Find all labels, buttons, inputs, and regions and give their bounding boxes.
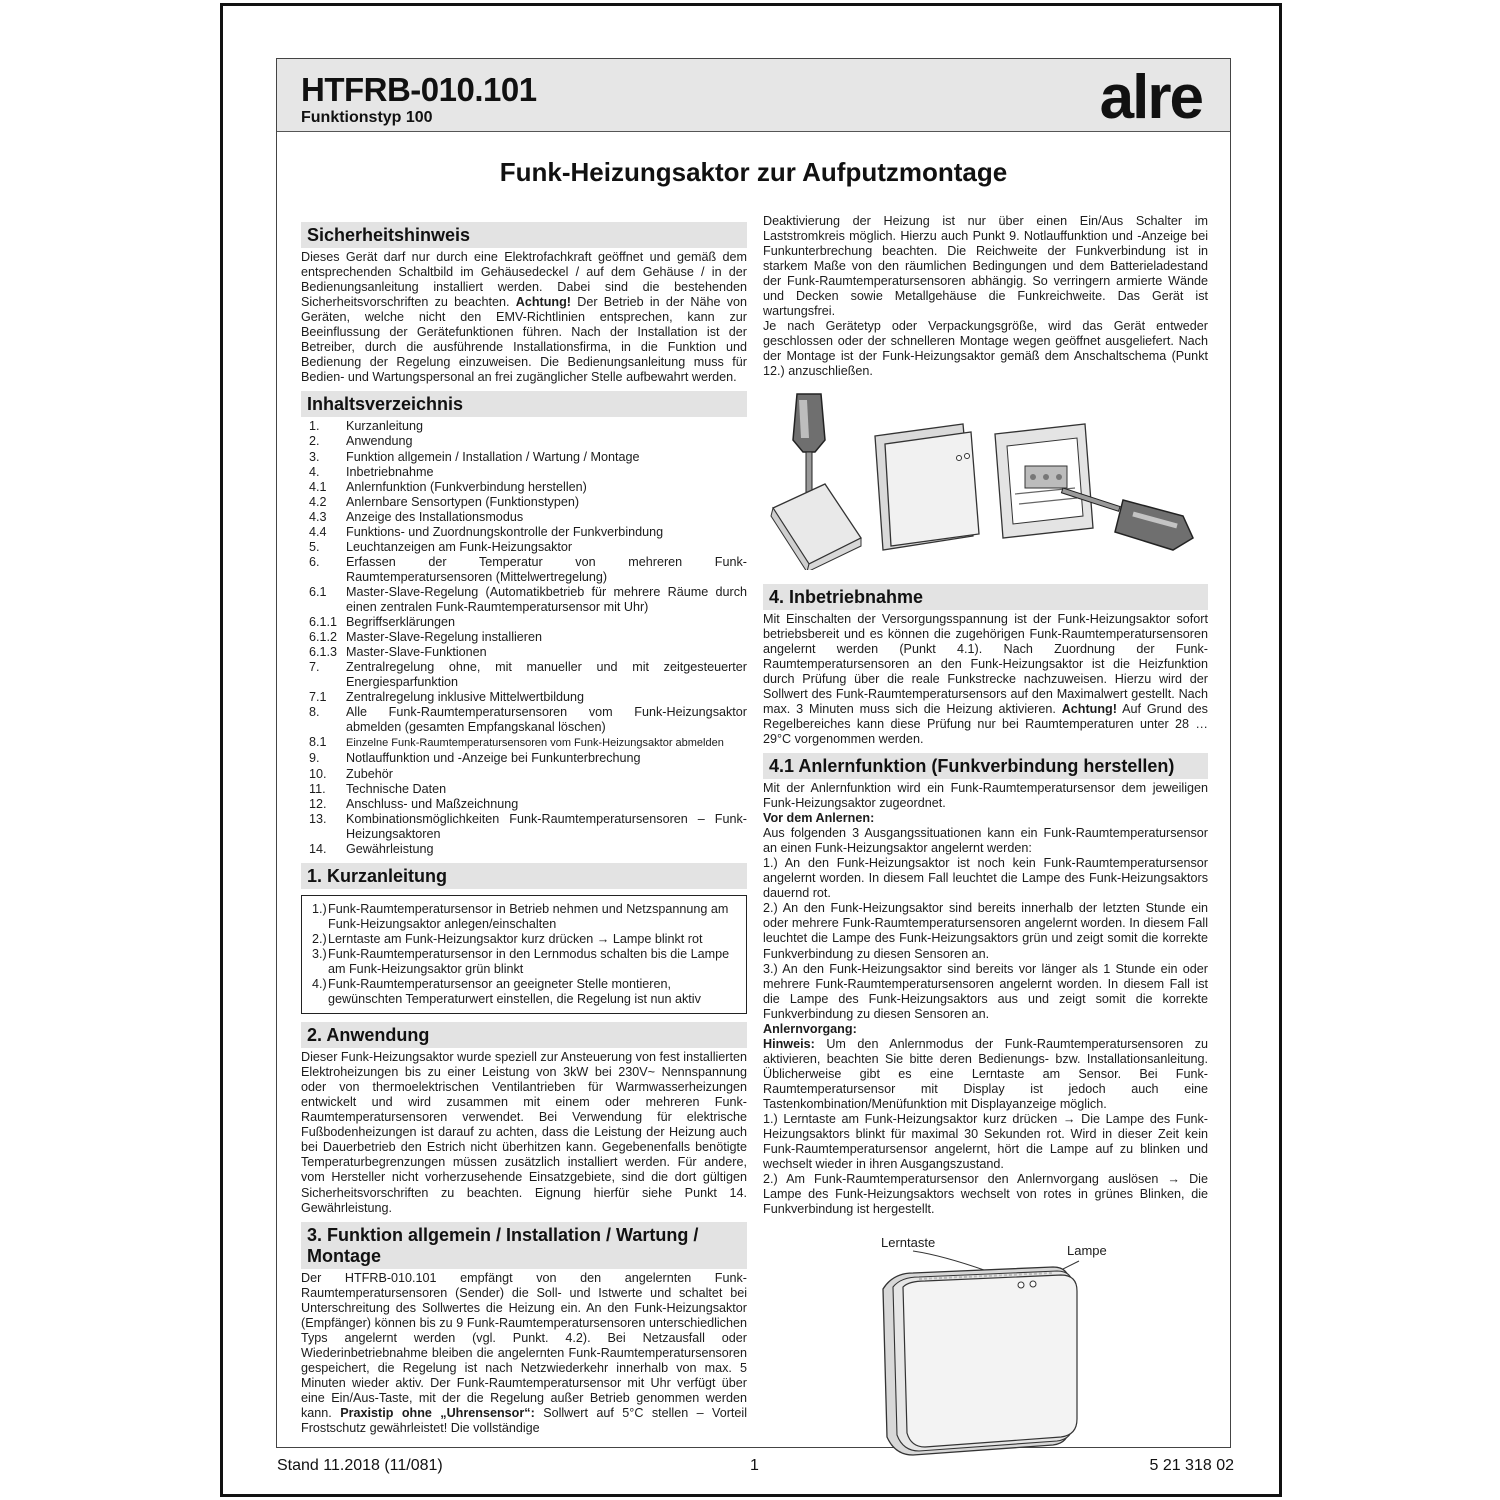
- page-title: Funk-Heizungsaktor zur Aufputzmontage: [499, 157, 1008, 187]
- device-closed-icon: [771, 484, 861, 570]
- toc-item: 7.1 Zentralregelung inklusive Mittelwertbildung: [309, 690, 585, 705]
- left-column: [301, 222, 747, 1436]
- led-icon: [1030, 1281, 1036, 1287]
- toc-item: 13. Kombinationsmöglichkeiten Funk-Raumtemperatursensoren – Funk-Heizungsaktoren: [309, 811, 747, 841]
- toc-item: 6.1 Master-Slave-Regelung (Automatikbetrieb für mehrere Räume durch einen zentralen Funk-Raumtemperatursensor mit Uhr): [309, 584, 747, 614]
- funktion-delivery-text: Je nach Gerätetyp oder Verpackungsgröße, wird das Gerät entweder geschlossen oder der schnelleren Montage wegen geöffnet ausgeliefert. Nach der Montage ist der Funk-Heizungsaktor gemäß dem Anschaltschema (Punkt 12.) anzuschließen.: [763, 319, 1208, 379]
- anlern-process-label: Anlernvorgang:: [763, 1021, 857, 1036]
- toc-heading: Inhaltsverzeichnis: [301, 391, 747, 417]
- anlern-step-1: 1.) Lerntaste am Funk-Heizungsaktor kurz drücken → Die Lampe des Funk- Heizungsaktors blinkt für maximal 30 Sekunden rot. Wird in dieser Zeit kein Funk-Raumtemperatursensor angelernt, hört die Lampe auf zu blinken und wechselt wieder in ihren Ausgangszustand.: [763, 1112, 1208, 1172]
- safety-text: Dieses Gerät darf nur durch eine Elektrofachkraft geöffnet und gemäß dem entsprechenden Schaltbild im Gehäusedeckel / auf dem Gehäuse / in der Bedienungsanleitung installiert werden. Dabei sind die bestehenden Sicherheitsvorschriften zu beachten. Achtung! Der Betrieb in der Nähe von Geräten, welche nicht den EMV-Richtlinien entsprechen, kann zur Beeinflussung der Gerätefunktionen führen. Nach der Installation ist der Betreiber, durch die ausführende Installationsfirma, in die Funktion und Bedienung der Regelung einzuweisen. Die Bedienungsanleitung muss für Bedien- und Wartungspersonal an frei zugänglicher Stelle aufbewahrt werden.: [301, 250, 747, 385]
- lerntaste-button-icon: [1018, 1282, 1024, 1288]
- kurzanleitung-step: 3.) Funk-Raumtemperatursensor in den Lernmodus schalten bis die Lampe am Funk-Heizungsaktor grün blinkt: [312, 946, 730, 976]
- toc-item: 9. Notlauffunktion und -Anzeige bei Funkunterbrechung: [309, 751, 641, 766]
- toc-item: 6.1.3 Master-Slave-Funktionen: [309, 645, 487, 660]
- anwendung-heading: 2. Anwendung: [301, 1022, 747, 1048]
- toc-item: 1. Kurzanleitung: [309, 419, 424, 434]
- device-illustration: [763, 1227, 1208, 1467]
- toc-item: 8. Alle Funk-Raumtemperatursensoren vom Funk-Heizungsaktor abmelden (gesamten Empfangskanal löschen): [309, 705, 747, 735]
- footer-article-number: 5 21 318 02: [1149, 1457, 1234, 1474]
- toc-item: 4. Inbetriebnahme: [309, 464, 434, 479]
- device-wiring-icon: [995, 424, 1093, 538]
- kurzanleitung-step: 2.) Lerntaste am Funk-Heizungsaktor kurz drücken → Lampe blinkt rot: [312, 931, 703, 946]
- device-open-icon: [875, 424, 979, 550]
- toc-list: [301, 419, 747, 856]
- anlern-before-text: Aus folgenden 3 Ausgangssituationen kann ein Funk-Raumtemperatursensor an einen Funk-Heizungsaktor angelernt werden:: [763, 826, 1208, 856]
- anlern-case-1: 1.) An den Funk-Heizungsaktor ist noch kein Funk-Raumtemperatursensor angelernt worden. In diesem Fall leuchtet die Lampe des Funk-Heizungsaktors dauernd rot.: [763, 856, 1208, 901]
- installation-illustration: [763, 388, 1208, 570]
- toc-item: 7. Zentralregelung ohne, mit manueller und mit zeitgesteuerter Energiesparfunktion: [309, 660, 747, 690]
- anlern-case-3: 3.) An den Funk-Heizungsaktor sind bereits vor länger als 1 Stunde ein oder mehrere Funk-Raumtemperatursensoren angelernt worden. In diesem Fall ist die Lampe des Funk-Heizungsaktors aus und zeigt somit die korrekte Funkverbindung zu diesen Sensoren an.: [763, 961, 1208, 1021]
- label-lerntaste: Lerntaste: [881, 1235, 936, 1251]
- toc-item: 6. Erfassen der Temperatur von mehreren Funk-Raumtemperatursensoren (Mittelwertregelung): [309, 554, 747, 584]
- right-column: [763, 214, 1208, 1471]
- toc-item: 6.1.1 Begriffserklärungen: [309, 615, 455, 630]
- funktion-heading: 3. Funktion allgemein / Installation / Wartung / Montage: [301, 1222, 747, 1269]
- brand-logo: alre: [1099, 63, 1202, 132]
- doc-type: Funktionstyp 100: [301, 109, 433, 126]
- safety-heading: Sicherheitshinweis: [301, 222, 747, 248]
- toc-item: 3. Funktion allgemein / Installation / Wartung / Montage: [309, 449, 640, 464]
- toc-item: 11. Technische Daten: [309, 781, 447, 796]
- document-frame: [276, 58, 1234, 1474]
- kurzanleitung-box: [301, 895, 747, 1014]
- doc-code: HTFRB-010.101: [301, 71, 537, 108]
- toc-item: 8.1 Einzelne Funk-Raumtemperatursensoren vom Funk-Heizungsaktor abmelden: [309, 735, 724, 750]
- document-header: [277, 59, 1230, 132]
- toc-item: 6.1.2 Master-Slave-Regelung installieren: [309, 630, 542, 645]
- toc-item: 10. Zubehör: [309, 766, 393, 781]
- anlern-case-2: 2.) An den Funk-Heizungsaktor sind bereits innerhalb der letzten Stunde ein oder mehrere Funk-Raumtemperatursensoren angelernt worden. In diesem Fall leuchtet die Lampe des Funk-Heizungsaktors grün und zeigt somit die korrekte Funkverbindung zu diesen Sensoren an.: [763, 901, 1208, 961]
- device-icon: [883, 1267, 1077, 1455]
- anlern-step-2: 2.) Am Funk-Raumtemperatursensor den Anlernvorgang auslösen → Die Lampe des Funk-Heizungsaktors wechselt von rotes in grünes Blinken, die Funkverbindung ist hergestellt.: [763, 1172, 1208, 1217]
- kurzanleitung-step: 4.) Funk-Raumtemperatursensor an geeigneter Stelle montieren, gewünschten Temperaturwert einstellen, die Regelung ist nun aktiv: [312, 977, 701, 1007]
- label-lampe: Lampe: [1067, 1243, 1107, 1259]
- kurzanleitung-heading: 1. Kurzanleitung: [301, 863, 747, 889]
- toc-item: 4.1 Anlernfunktion (Funkverbindung herstellen): [309, 479, 587, 494]
- toc-item: 5. Leuchtanzeigen am Funk-Heizungsaktor: [309, 539, 573, 554]
- anlern-intro: Mit der Anlernfunktion wird ein Funk-Raumtemperatursensor dem jeweiligen Funk-Heizungsaktor zugeordnet.: [763, 780, 1208, 811]
- footer-page-number: 1: [750, 1457, 759, 1474]
- kurzanleitung-step: 1.) Funk-Raumtemperatursensor in Betrieb nehmen und Netzspannung am Funk-Heizungsaktor anlegen/einschalten: [312, 901, 729, 931]
- document-sheet: [220, 3, 1282, 1497]
- toc-item: 12. Anschluss- und Maßzeichnung: [309, 796, 519, 811]
- toc-item: 14. Gewährleistung: [309, 841, 434, 856]
- anlern-hint: Hinweis: Um den Anlernmodus der Funk-Raumtemperatursensoren zu aktivieren, beachten Sie bitte deren Bedienungs- bzw. Installationsanleitung. Üblicherweise gibt es eine Lerntaste am Sensor. Bei Funk-Raumtemperatursensor mit Display ist jedoch auch eine Tastenkombination/Menüfunktion mit Displayanzeige möglich.: [763, 1036, 1209, 1111]
- anwendung-text: Dieser Funk-Heizungsaktor wurde speziell zur Ansteuerung von fest installierten Elektroheizungen bis zu einer Leistung von 3kW bei 230V~ Nennspannung oder von thermoelektrischen Ventilantrieben für Warmwasserheizungen entwickelt und wird zusammen mit einem oder mehreren Funk-Raumtemperatursensoren verwendet. Bei Verwendung für elektrische Fußbodenheizungen ist darauf zu achten, dass die Leistung der Heizung auch bei Dauerbetrieb den Estrich nicht überhitzen kann. Gegebenenfalls benötigte Temperaturbegrenzungen müssen zusätzlich installiert werden. Für andere, vom Hersteller nicht vorherzusehende Einsatzgebiete, sind die dort gültigen Sicherheitsvorschriften zu beachten. Eignung hierfür siehe Punkt 14. Gewährleistung.: [301, 1050, 747, 1215]
- anlern-before-label: Vor dem Anlernen:: [763, 811, 875, 826]
- footer-stand: Stand 11.2018 (11/081): [277, 1457, 443, 1474]
- anlern-heading: 4.1 Anlernfunktion (Funkverbindung herstellen): [763, 753, 1208, 779]
- funktion-continued-text: Deaktivierung der Heizung ist nur über einen Ein/Aus Schalter im Laststromkreis möglich. Hierzu auch Punkt 9. Notlauffunktion und -Anzeige bei Funkunterbrechung beachten. Die Reichweite der Funkverbindung ist in starkem Maße von den räumlichen Bedingungen und dem Batterieladestand der Funk-Raumtemperatursensoren abhängig. So verringern armierte Wände und Decken sowie Metallgehäuse die Funkreichweite. Das Gerät ist wartungsfrei.: [763, 214, 1208, 319]
- toc-item: 4.4 Funktions- und Zuordnungskontrolle der Funkverbindung: [309, 524, 664, 539]
- funktion-text: Der HTFRB-010.101 empfängt von den angelernten Funk-Raumtemperatursensoren (Sender) die Soll- und Istwerte und schaltet bei Unterschreitung des Sollwertes die Heizung ein. An den Funk-Heizungsaktor (Empfänger) können bis zu 9 Funk-Raumtemperatursensoren unterschiedlichen Typs angelernt werden (vgl. Punkt. 4.2). Bei Netzausfall oder Wiederinbetriebnahme bleiben die angelernten Funk-Raumtemperatursensoren gespeichert, die Regelung ist nach Netzwiederkehr innerhalb von max. 5 Minuten wieder aktiv. Der Funk-Raumtemperatursensor mit Uhr verfügt über eine Ein/Aus-Taste, mit der die Regelung außer Betrieb genommen werden kann. Praxistip ohne „Uhrensensor“: Sollwert auf 5°C stellen – Vorteil Frostschutz gewährleistet! Die vollständige: [301, 1270, 748, 1436]
- inbetriebnahme-text: Mit Einschalten der Versorgungsspannung ist der Funk-Heizungsaktor sofort betriebsbereit und es können die zugehörigen Funk-Raumtemperatursensoren angelernt werden (Punkt 4.1). Nach Zuordnung der Funk-Raumtemperatursensoren an den Funk-Heizungsaktor ist die Heizfunktion durch Prüfung über die reale Funkstrecke nachzuweisen. Hierzu wird der Sollwert des Funk-Raumtemperatursensors auf den Maximalwert gestellt. Nach max. 3 Minuten muss sich die Heizung aktivieren. Achtung! Auf Grund des Regelbereiches kann diese Prüfung nur bei Raumtemperaturen unter 28 … 29°C vorgenommen werden.: [763, 611, 1208, 746]
- toc-item: 4.2 Anlernbare Sensortypen (Funktionstypen): [309, 494, 580, 509]
- toc-item: 2. Anwendung: [309, 434, 413, 449]
- inbetriebnahme-heading: 4. Inbetriebnahme: [763, 584, 1208, 610]
- toc-item: 4.3 Anzeige des Installationsmodus: [309, 509, 524, 524]
